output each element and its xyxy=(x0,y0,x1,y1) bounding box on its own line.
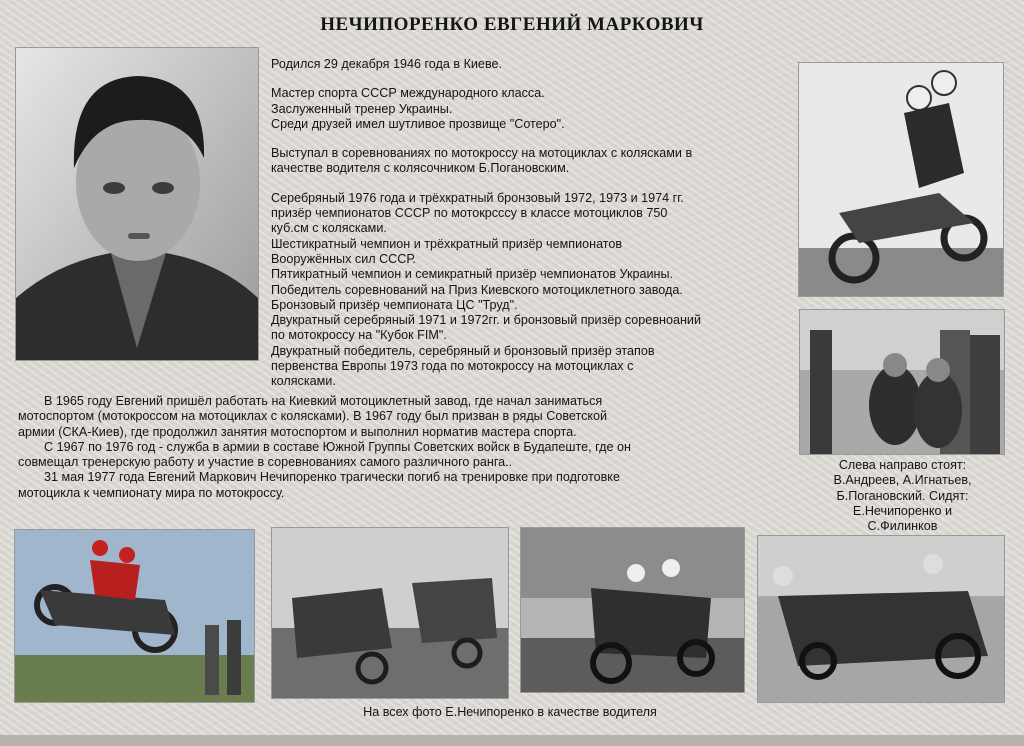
biography-text xyxy=(271,57,791,404)
bio-line: Серебряный 1976 года и трёхкратный бронзовый 1972, 1973 и 1974 гг. xyxy=(271,190,684,205)
bio-line: Двукратный победитель, серебряный и бронзовый призёр этапов xyxy=(271,343,655,358)
story-line: армии (СКА-Киев), где продолжил занятия мотоспортом и выполнил норматив мастера спорта. xyxy=(18,424,577,439)
race-start-photo xyxy=(272,528,508,698)
page-title: НЕЧИПОРЕНКО ЕВГЕНИЙ МАРКОВИЧ xyxy=(320,14,704,35)
bio-paragraph-titles xyxy=(271,86,791,132)
story-line: мотоцикла к чемпионату мира по мотокроссу. xyxy=(18,485,285,500)
caption-line: С.Филинков xyxy=(867,519,938,534)
bio-line: Среди друзей имел шутливое прозвище "Сотеро". xyxy=(271,116,565,131)
team-group-photo xyxy=(800,310,1004,454)
bio-line: Двукратный серебряный 1971 и 1972гг. и бронзовый призёр соревноаний xyxy=(271,313,701,328)
bio-line: колясками. xyxy=(271,374,336,389)
race-photo-color xyxy=(15,530,254,702)
bio-line: Мастер спорта СССР международного класса. xyxy=(271,86,545,101)
cornering-photo xyxy=(521,528,744,692)
bottom-photos-caption: На всех фото Е.Нечипоренко в качестве водителя xyxy=(363,705,657,719)
portrait-photo xyxy=(16,48,258,360)
bio-line: Заслуженный тренер Украины. xyxy=(271,101,453,116)
bio-line: Пятикратный чемпион и семикратный призёр чемпионатов Украины. xyxy=(271,267,674,282)
bio-line: Шестикратный чемпион и трёхкратный призёр чемпионатов xyxy=(271,236,623,251)
bio-paragraph-birth xyxy=(271,57,791,72)
story-line: С 1967 по 1976 год - служба в армии в составе Южной Группы Советских войск в Будапеште, где он xyxy=(44,439,631,454)
life-story-text xyxy=(18,394,788,501)
bio-line: Победитель соревнований на Приз Киевского мотоциклетного завода. xyxy=(271,282,683,297)
bio-line: Бронзовый призёр чемпионата ЦС "Труд". xyxy=(271,297,518,312)
story-line: В 1965 году Евгений пришёл работать на Киевкий мотоциклетный завод, где начал заниматься xyxy=(44,394,603,408)
sidecar-jump-photo xyxy=(799,63,1003,296)
bio-line: по мотокроссу на "Кубок FIM". xyxy=(271,328,447,343)
sidecar-turn-photo xyxy=(758,536,1004,702)
bio-line: призёр чемпионатов СССР по мотокрсссу в классе мотоциклов 750 xyxy=(271,206,668,221)
caption-line: Е.Нечипоренко и xyxy=(852,503,953,518)
caption-line: В.Андреев, А.Игнатьев, xyxy=(833,473,972,488)
panel-bottom-edge xyxy=(0,735,1024,746)
bio-line: Вооружённых сил СССР. xyxy=(271,251,416,266)
story-line: мотоспортом (мотокроссом на мотоциклах с колясками). В 1967 году был призван в ряды Советской xyxy=(18,409,608,424)
group-photo-caption xyxy=(800,458,1005,534)
story-line: 31 мая 1977 года Евгений Маркович Нечипоренко трагически погиб на тренировке при подготовке xyxy=(44,470,620,485)
bio-line: куб.см с колясками. xyxy=(271,221,387,236)
caption-line: Б.Погановский. Сидят: xyxy=(836,488,969,503)
bio-paragraph-achievements xyxy=(271,191,791,390)
story-line: совмещал тренерскую работу и участие в соревнованиях самого различного ранга.. xyxy=(18,455,513,470)
bio-line: качестве водителя с колясочником Б.Погановским. xyxy=(271,161,570,176)
caption-line: Слева направо стоят: xyxy=(838,458,967,472)
bio-line: первенства Европы 1973 года по мотокроссу на мотоциклах с xyxy=(271,359,634,374)
bio-paragraph-career xyxy=(271,146,791,177)
bio-line: Родился 29 декабря 1946 года в Киеве. xyxy=(271,57,502,71)
bio-line: Выступал в соревнованиях по мотокроссу на мотоциклах с колясками в xyxy=(271,146,693,161)
